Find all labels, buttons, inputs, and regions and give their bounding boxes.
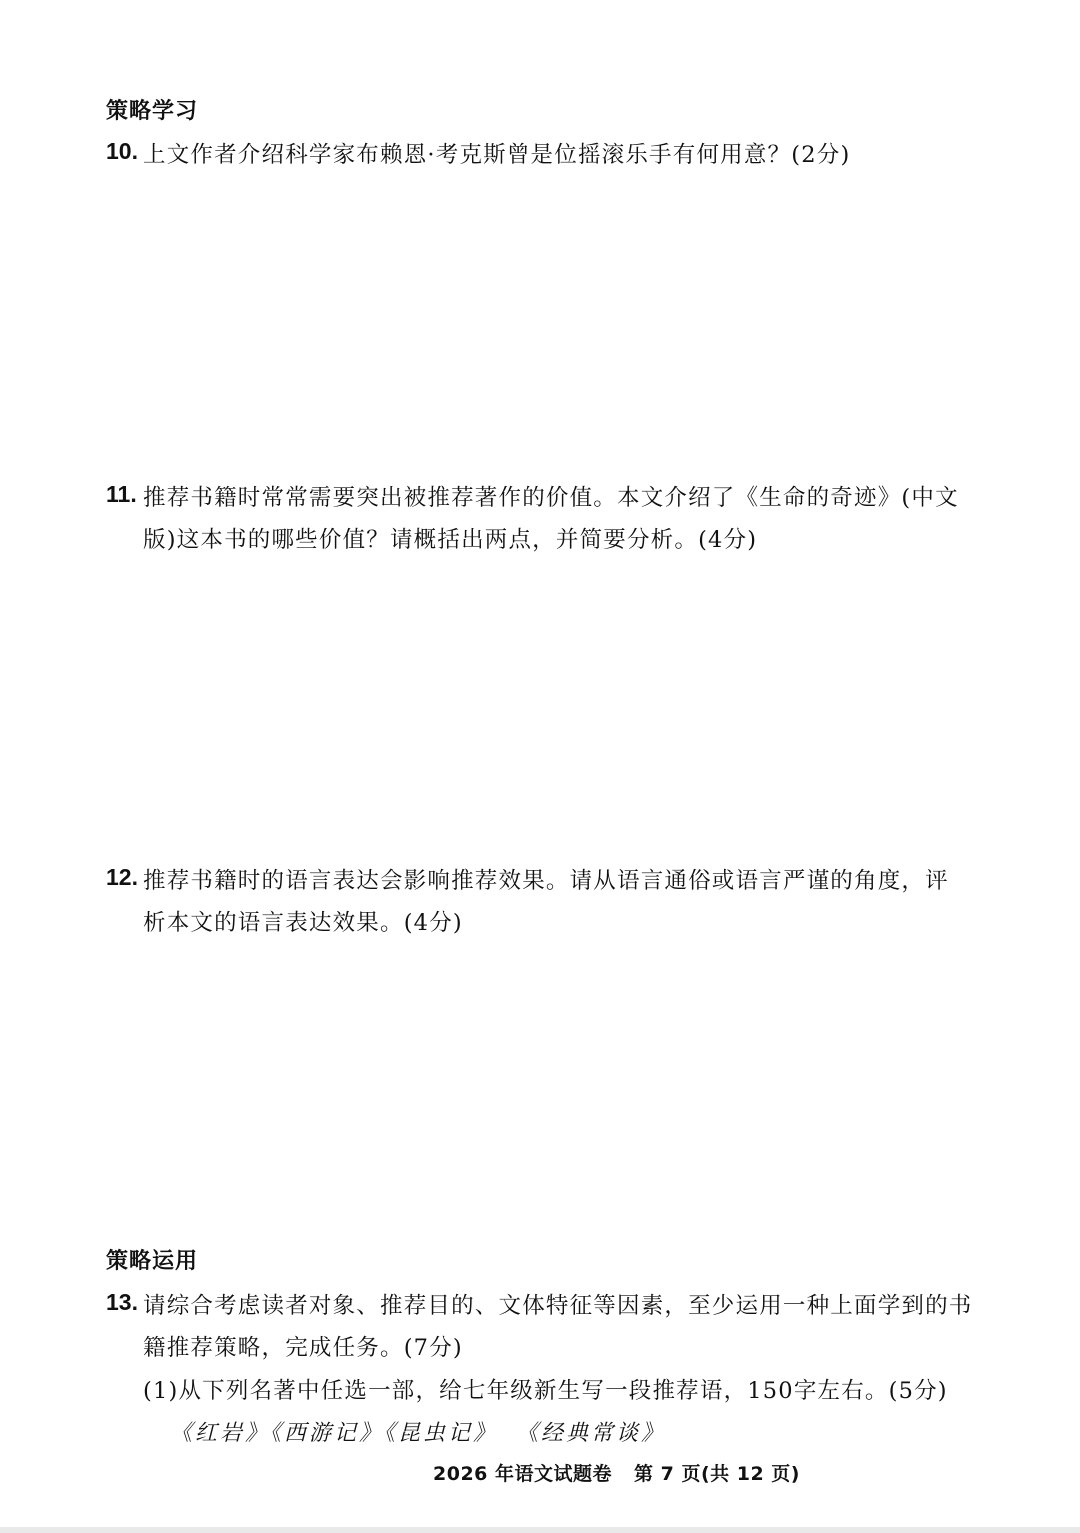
question-12-text-line2: 析本文的语言表达效果。(4分) [143,910,463,936]
question-13-subtask-1: (1)从下列名著中任选一部，给七年级新生写一段推荐语，150字左右。(5分) [143,1378,948,1404]
section-heading-strategy-learning: 策略学习 [106,99,199,124]
book-list: 《红岩》《西游记》《昆虫记》 《经典常谈》 [170,1421,666,1446]
question-12-number: 12. [106,864,138,890]
question-13-text-line1: 请综合考虑读者对象、推荐目的、文体特征等因素，至少运用一种上面学到的书 [143,1293,973,1319]
question-11-text-line1: 推荐书籍时常常需要突出被推荐著作的价值。本文介绍了《生命的奇迹》(中文 [143,485,959,511]
question-10-text: 上文作者介绍科学家布赖恩·考克斯曾是位摇滚乐手有何用意？(2分) [143,142,851,168]
question-12-text-line1: 推荐书籍时的语言表达会影响推荐效果。请从语言通俗或语言严谨的角度，评 [143,868,949,894]
question-13-text-line2: 籍推荐策略，完成任务。(7分) [143,1335,463,1361]
question-11-text-line2: 版)这本书的哪些价值？请概括出两点，并简要分析。(4分) [143,527,758,553]
section-heading-strategy-application: 策略运用 [106,1249,199,1274]
page-footer [433,1459,800,1486]
question-13-number: 13. [106,1289,138,1315]
bottom-edge [0,1527,1080,1533]
page-number: 第 7 页(共 12 页) [634,1463,800,1485]
exam-title: 2026 年语文试题卷 [433,1463,612,1485]
question-10-number: 10. [106,138,138,164]
question-11-number: 11. [106,481,137,507]
